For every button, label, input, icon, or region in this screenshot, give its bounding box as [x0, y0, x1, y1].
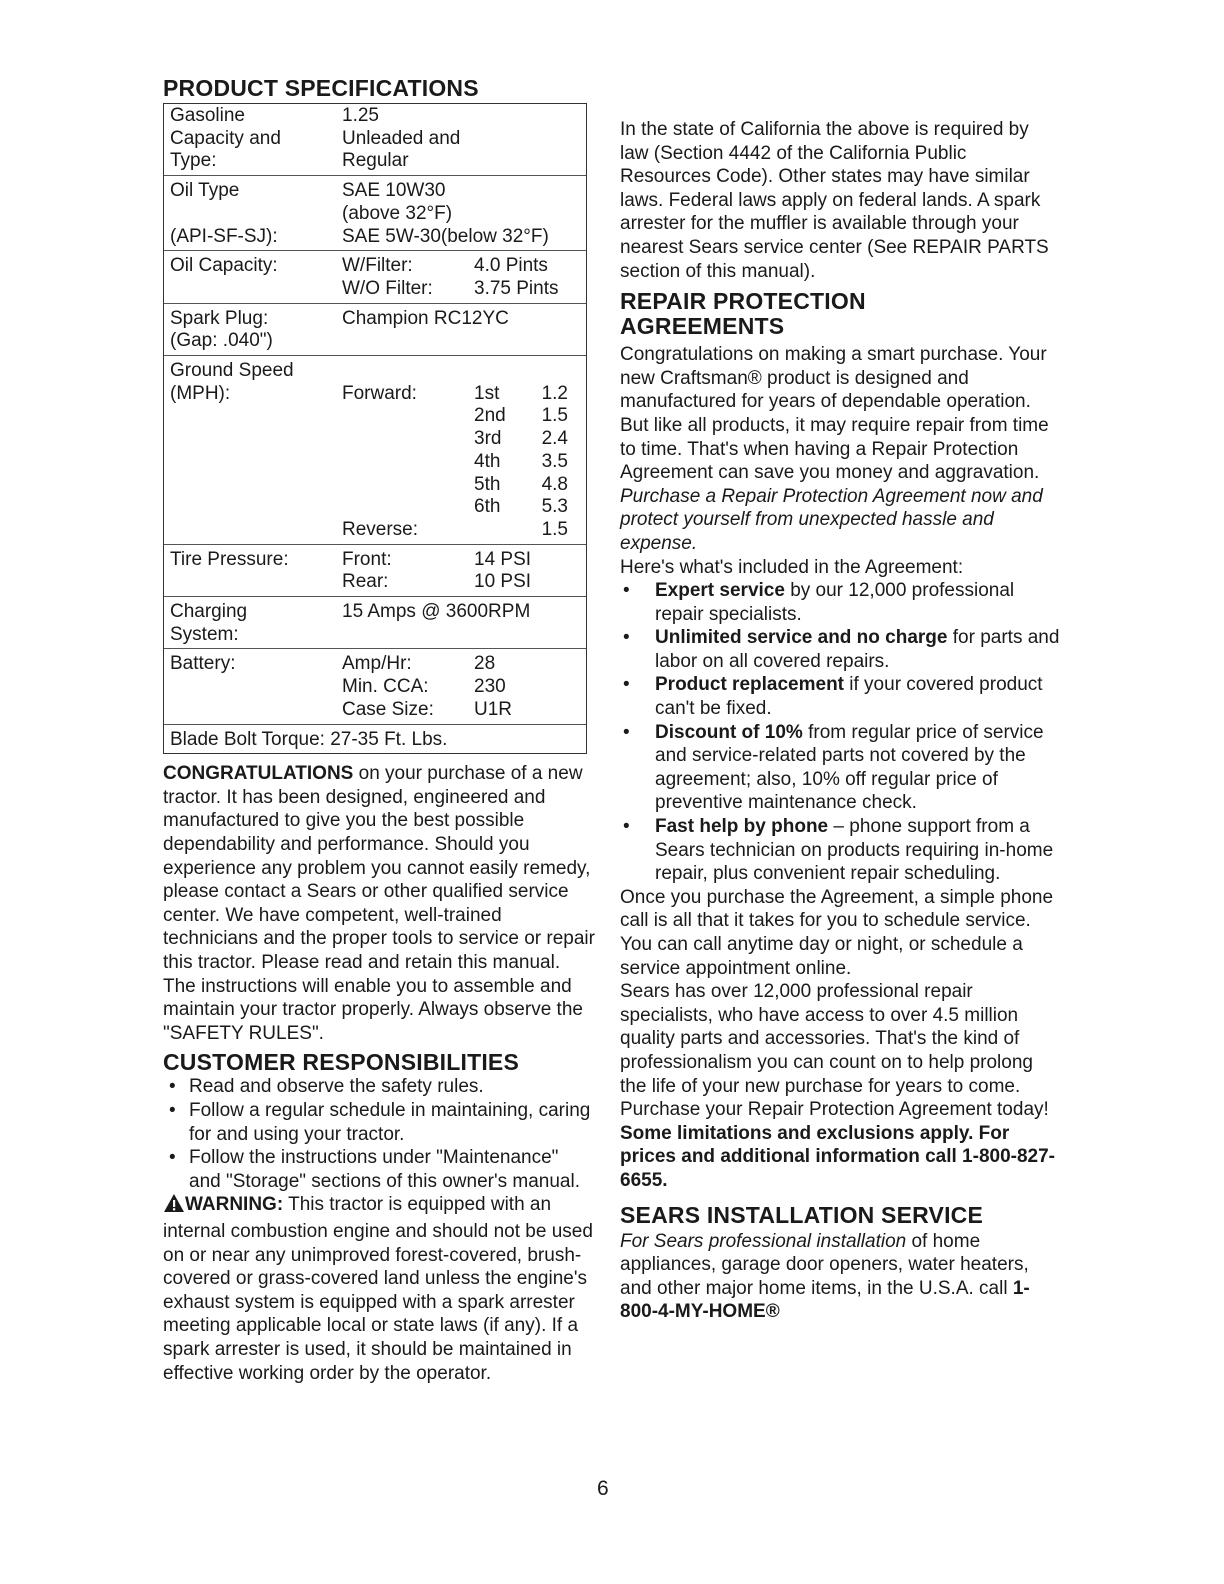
spec-row-spark-plug: Spark Plug: (Gap: .040") Champion RC12YC	[164, 304, 586, 356]
spec-row-charging-system: Charging System: 15 Amps @ 3600RPM	[164, 597, 586, 649]
spec-row-ground-speed: Ground Speed (MPH): Forward: 1st 1.2 2nd 1.5 3rd 2.4 4th 3.5 5th 4.8 6th 5.3 Reverse: 1.5	[164, 356, 586, 545]
warning-paragraph: WARNING: This tractor is equipped with an internal combustion engine and should not be used on or near any unimproved forest-covered, brush-covered or grass-covered land unless the engine's exhaust system is equipped with a spark arrester meeting applicable local or state laws (if any). If a spark arrester is used, it should be maintained in effective working order by the operator.	[163, 1194, 593, 1384]
list-item: • Discount of 10% from regular price of service and service-related parts not covered by the agreement; also, 10% off regular price of preventive maintenance check.	[620, 721, 1060, 815]
spec-row-battery: Battery: Amp/Hr: 28 Min. CCA: 230 Case Size: U1R	[164, 649, 586, 724]
page-number: 6	[597, 1477, 609, 1500]
installation-paragraph: For Sears professional installation of home appliances, garage door openers, water heaters, and other major home items, in the U.S.A. call 1-800-4-MY-HOME®	[620, 1230, 1030, 1323]
spec-row-gasoline: Gasoline Capacity and Type: 1.25 Unleaded and Regular	[164, 104, 586, 176]
congratulations-paragraph: CONGRATULATIONS on your purchase of a new tractor. It has been designed, engineered and manufactured to give you the best possible dependability and performance. Should you experience any problem you cannot easily remedy, please contact a Sears or other qualified service center. We have competent, well-trained technicians and the proper tools to service or repair this tractor. Please read and retain this manual. The instructions will enable you to assemble and maintain your tractor properly. Always observe the "SAFETY RULES".	[163, 763, 595, 1044]
repair-italic: Purchase a Repair Protection Agreement now and protect yourself from unexpected hassle and expense.	[620, 485, 1043, 554]
warning-triangle-icon	[163, 1193, 185, 1220]
customer-responsibilities-list	[163, 1075, 595, 1193]
repair-once: Once you purchase the Agreement, a simple phone call is all that it takes for you to schedule service. You can call anytime day or night, or schedule a service appointment online.	[620, 886, 1054, 979]
list-item: • Expert service by our 12,000 professional repair specialists.	[620, 579, 1060, 626]
list-item: • Follow a regular schedule in maintaining, caring for and using your tractor.	[163, 1099, 595, 1146]
customer-responsibilities-heading: CUSTOMER RESPONSIBILITIES	[163, 1049, 520, 1076]
left-column	[163, 76, 595, 1385]
list-item: • Unlimited service and no charge for parts and labor on all covered repairs.	[620, 626, 1060, 673]
sears-installation-heading: SEARS INSTALLATION SERVICE	[620, 1201, 984, 1228]
list-item: • Follow the instructions under "Maintenance" and "Storage" sections of this owner's manual.	[163, 1146, 595, 1193]
spec-row-blade-bolt: Blade Bolt Torque: 27-35 Ft. Lbs.	[170, 728, 448, 750]
repair-included: Here's what's included in the Agreement:	[620, 556, 964, 578]
spec-row-tire-pressure: Tire Pressure: Front: 14 PSI Rear: 10 PSI	[164, 545, 586, 597]
list-item: • Product replacement if your covered product can't be fixed.	[620, 673, 1060, 720]
repair-benefits-list	[620, 579, 1060, 886]
spec-row-oil-capacity: Oil Capacity: W/Filter: 4.0 Pints W/O Filter: 3.75 Pints	[164, 251, 586, 303]
repair-intro: Congratulations on making a smart purchase. Your new Craftsman® product is designed and manufactured for years of dependable operation. But like all products, it may require repair from time to time. That's when having a Repair Protection Agreement can save you money and aggravation.	[620, 344, 1049, 484]
right-column	[620, 70, 1060, 1324]
product-specifications-heading: PRODUCT SPECIFICATIONS	[163, 75, 479, 101]
repair-sears-has: Sears has over 12,000 professional repair specialists, who have access to over 4.5 million quality parts and accessories. That's the kind of professionalism you can count on to help prolong the life of your new purchase for years to come. Purchase your Repair Protection Agreement today!	[620, 981, 1049, 1121]
list-item: • Read and observe the safety rules.	[163, 1075, 595, 1099]
repair-limitations: Some limitations and exclusions apply. For prices and additional information call 1-800-827-6655.	[620, 1122, 1056, 1191]
repair-protection-heading: REPAIR PROTECTION AGREEMENTS	[620, 288, 866, 340]
spec-row-oil-type: Oil Type (API-SF-SJ): SAE 10W30 (above 32°F) SAE 5W-30(below 32°F)	[164, 176, 586, 251]
california-paragraph: In the state of California the above is required by law (Section 4442 of the California Public Resources Code). Other states may have similar laws. Federal laws apply on federal lands. A spark arrester for the muffler is available through your nearest Sears service center (See REPAIR PARTS section of this manual).	[620, 119, 1049, 282]
spec-table	[163, 103, 587, 754]
list-item: • Fast help by phone – phone support from a Sears technician on products requiring in-home repair, plus convenient repair scheduling.	[620, 815, 1060, 886]
